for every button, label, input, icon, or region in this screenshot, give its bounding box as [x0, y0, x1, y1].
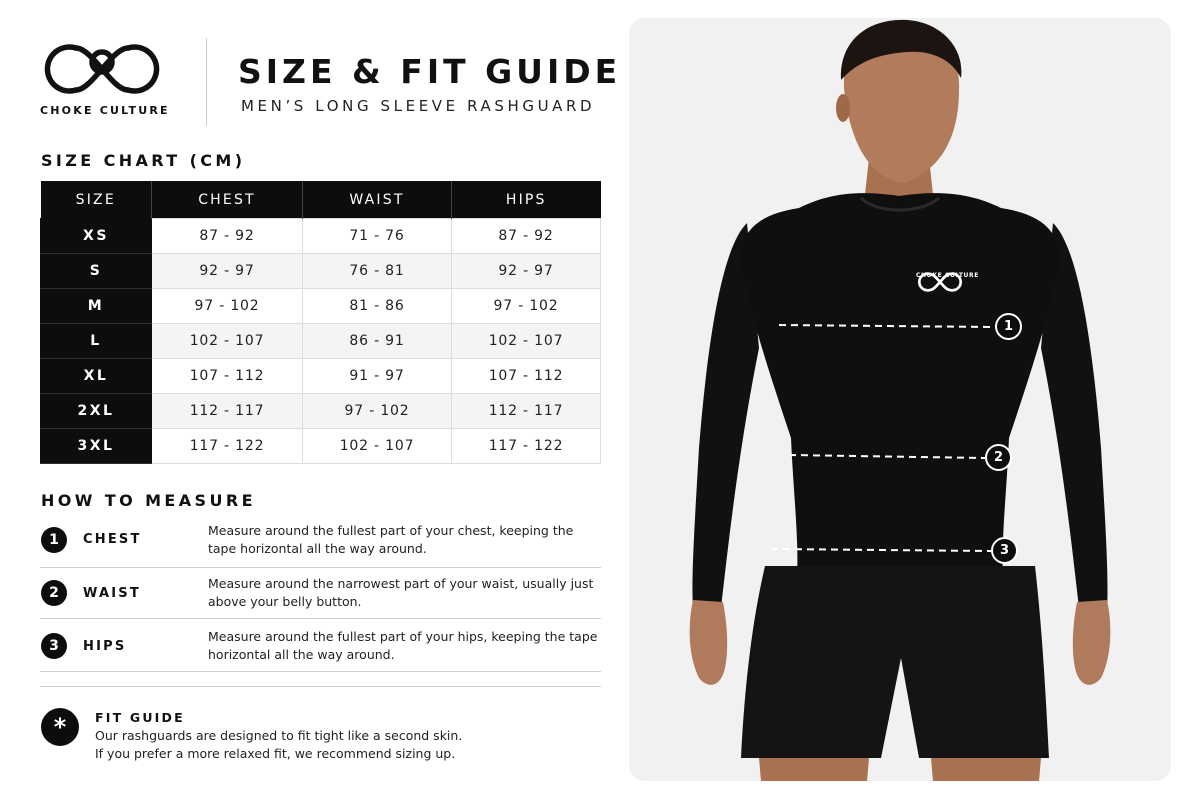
number-badge: 3 [41, 633, 67, 659]
header-divider [206, 38, 207, 126]
fit-guide-title: FIT GUIDE [95, 710, 185, 725]
shirt-logo-text: CHOKE CULTURE [916, 272, 979, 279]
column-header-hips: HIPS [452, 181, 601, 219]
fit-guide-divider [40, 686, 601, 687]
size-cell: L [41, 324, 152, 359]
measure-item-chest [40, 517, 601, 568]
size-cell: 3XL [41, 429, 152, 464]
measure-description: Measure around the fullest part of your hips, keeping the tape horizontal all the way around. [208, 629, 598, 662]
number-badge: 2 [41, 580, 67, 606]
size-chart-title: SIZE CHART (CM) [41, 151, 246, 170]
table-row [41, 254, 601, 289]
table-row [41, 324, 601, 359]
table-row [41, 219, 601, 254]
waist-cell: 97 - 102 [303, 394, 452, 429]
chest-cell: 92 - 97 [152, 254, 303, 289]
measure-description: Measure around the fullest part of your chest, keeping the tape horizontal all the way around. [208, 523, 574, 556]
page-subtitle: MEN’S LONG SLEEVE RASHGUARD [241, 97, 596, 115]
chest-cell: 112 - 117 [152, 394, 303, 429]
shirt-logo-mark [916, 271, 964, 293]
chest-cell: 97 - 102 [152, 289, 303, 324]
hips-cell: 92 - 97 [452, 254, 601, 289]
table-row [41, 289, 601, 324]
measure-label: WAIST [83, 586, 141, 601]
waist-cell: 76 - 81 [303, 254, 452, 289]
size-cell: XL [41, 359, 152, 394]
hips-cell: 102 - 107 [452, 324, 601, 359]
column-header-chest: CHEST [152, 181, 303, 219]
model-photo-panel [629, 18, 1171, 781]
size-cell: S [41, 254, 152, 289]
hips-cell: 112 - 117 [452, 394, 601, 429]
table-row [41, 394, 601, 429]
asterisk-icon: * [41, 708, 79, 746]
hips-cell: 107 - 112 [452, 359, 601, 394]
waist-cell: 91 - 97 [303, 359, 452, 394]
waist-cell: 81 - 86 [303, 289, 452, 324]
brand-logo [40, 40, 170, 117]
brand-logo-mark [40, 40, 164, 98]
measure-item-hips [40, 621, 601, 672]
column-header-waist: WAIST [303, 181, 452, 219]
waist-cell: 86 - 91 [303, 324, 452, 359]
column-header-size: SIZE [41, 181, 152, 219]
chest-cell: 102 - 107 [152, 324, 303, 359]
how-to-measure-title: HOW TO MEASURE [41, 491, 256, 510]
chest-cell: 87 - 92 [152, 219, 303, 254]
hips-cell: 87 - 92 [452, 219, 601, 254]
waist-cell: 71 - 76 [303, 219, 452, 254]
chest-cell: 117 - 122 [152, 429, 303, 464]
shirt-logo [916, 271, 979, 279]
size-chart-table [40, 181, 601, 464]
size-cell: XS [41, 219, 152, 254]
model-illustration [629, 18, 1171, 781]
measure-item-waist [40, 568, 601, 619]
chest-marker: 1 [995, 313, 1022, 340]
fit-guide-line-1: Our rashguards are designed to fit tight like a second skin. [95, 728, 463, 743]
hips-cell: 117 - 122 [452, 429, 601, 464]
hips-cell: 97 - 102 [452, 289, 601, 324]
table-header-row [41, 181, 601, 219]
hips-marker: 3 [991, 537, 1018, 564]
size-cell: 2XL [41, 394, 152, 429]
measure-label: CHEST [83, 532, 142, 547]
measure-description: Measure around the narrowest part of your waist, usually just above your belly button. [208, 576, 594, 609]
waist-marker: 2 [985, 444, 1012, 471]
size-cell: M [41, 289, 152, 324]
chest-cell: 107 - 112 [152, 359, 303, 394]
number-badge: 1 [41, 527, 67, 553]
fit-guide-line-2: If you prefer a more relaxed fit, we recommend sizing up. [95, 746, 456, 761]
table-row [41, 429, 601, 464]
page-title: SIZE & FIT GUIDE [238, 52, 622, 91]
fit-guide-text [95, 727, 535, 763]
measure-label: HIPS [83, 639, 127, 654]
waist-cell: 102 - 107 [303, 429, 452, 464]
table-row [41, 359, 601, 394]
brand-name: CHOKE CULTURE [40, 104, 170, 117]
